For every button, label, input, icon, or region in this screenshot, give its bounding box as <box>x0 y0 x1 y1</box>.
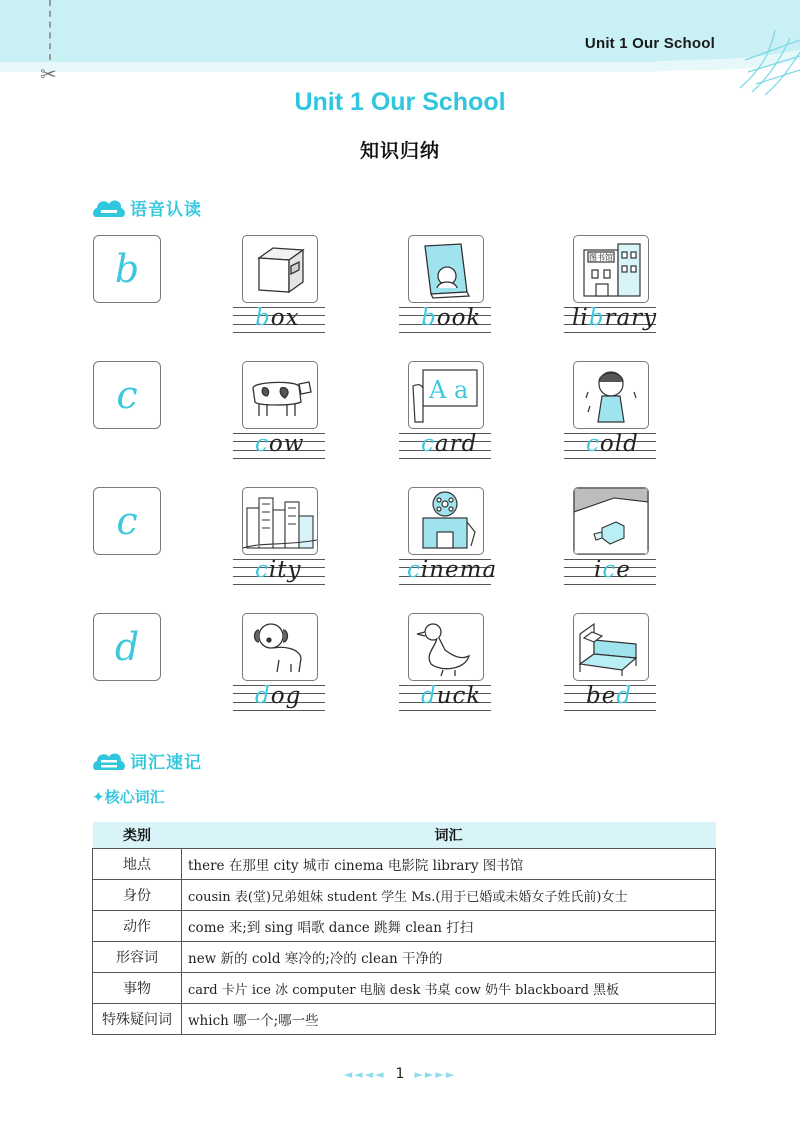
phonics-letter-box: c <box>93 487 161 555</box>
table-row <box>93 911 716 942</box>
writing-lines <box>564 681 656 711</box>
writing-lines <box>564 555 656 585</box>
card-icon <box>409 362 483 428</box>
row-words: come 来;到 sing 唱歌 dance 跳舞 clean 打扫 <box>182 911 716 942</box>
library-icon <box>574 236 648 302</box>
core-vocab-heading: ✦核心词汇 <box>92 788 165 806</box>
section-heading-vocab <box>92 747 202 773</box>
left-arrows-icon: ◄◄◄◄ <box>343 1068 386 1081</box>
phonics-word-cinema: cinema <box>407 557 498 583</box>
table-row <box>93 849 716 880</box>
row-category: 身份 <box>93 880 182 911</box>
phonics-word-card: card <box>421 431 478 457</box>
box-picture <box>242 235 318 303</box>
cloud-one-icon <box>92 195 126 219</box>
cow-picture <box>242 361 318 429</box>
writing-lines <box>399 681 491 711</box>
row-words: new 新的 cold 寒冷的;冷的 clean 干净的 <box>182 942 716 973</box>
section-label-phonics: 语音认读 <box>130 199 202 220</box>
city-picture <box>242 487 318 555</box>
phonics-word-duck: duck <box>421 683 482 709</box>
writing-lines <box>233 681 325 711</box>
phonics-word-bed: bed <box>586 683 633 709</box>
table-row <box>93 973 716 1004</box>
duck-picture <box>408 613 484 681</box>
cloud-two-icon <box>92 748 126 772</box>
row-category: 动作 <box>93 911 182 942</box>
writing-lines <box>399 555 498 585</box>
phonics-letter-box: d <box>93 613 161 681</box>
svg-text:A a: A a <box>429 376 469 404</box>
phonics-word-dog: dog <box>255 683 302 709</box>
dog-icon <box>243 614 317 680</box>
writing-lines <box>233 429 325 459</box>
phonics-word-book: book <box>421 305 482 331</box>
phonics-word-cow: cow <box>255 431 305 457</box>
phonics-word-box: box <box>255 305 300 331</box>
cow-icon <box>243 362 317 428</box>
page-number: 1 <box>395 1066 405 1082</box>
row-words: which 哪一个;哪一些 <box>182 1004 716 1035</box>
phonics-word-library: library <box>572 305 658 331</box>
col-header-words: 词汇 <box>182 822 716 849</box>
ice-icon <box>574 488 648 554</box>
cold-girl-icon <box>574 362 648 428</box>
card-picture <box>408 361 484 429</box>
phonics-letter-box: c <box>93 361 161 429</box>
bed-picture <box>573 613 649 681</box>
box-icon <box>243 236 317 302</box>
right-arrows-icon: ►►►► <box>414 1068 457 1081</box>
vocab-table <box>92 822 716 1035</box>
writing-lines <box>564 303 656 333</box>
phonics-word-cold: cold <box>586 431 639 457</box>
bed-icon <box>574 614 648 680</box>
dog-picture <box>242 613 318 681</box>
svg-text:图书馆: 图书馆 <box>589 253 613 262</box>
row-category: 特殊疑问词 <box>93 1004 182 1035</box>
row-category: 地点 <box>93 849 182 880</box>
ice-picture <box>573 487 649 555</box>
cold-picture <box>573 361 649 429</box>
table-row <box>93 942 716 973</box>
cinema-picture <box>408 487 484 555</box>
phonics-letter-box: b <box>93 235 161 303</box>
library-picture <box>573 235 649 303</box>
table-row <box>93 880 716 911</box>
duck-icon <box>409 614 483 680</box>
city-icon <box>243 488 317 554</box>
row-category: 形容词 <box>93 942 182 973</box>
table-header-row <box>93 822 716 849</box>
page-footer <box>0 1066 800 1082</box>
table-row <box>93 1004 716 1035</box>
col-header-category: 类别 <box>93 822 182 849</box>
book-picture <box>408 235 484 303</box>
writing-lines <box>233 303 325 333</box>
book-icon <box>409 236 483 302</box>
header-unit-title: Unit 1 Our School <box>584 35 715 52</box>
row-words: cousin 表(堂)兄弟姐妹 student 学生 Ms.(用于已婚或未婚女子姓氏前)女士 <box>182 880 716 911</box>
phonics-word-city: city <box>255 557 302 583</box>
writing-lines <box>399 303 491 333</box>
row-words: card 卡片 ice 冰 computer 电脑 desk 书桌 cow 奶牛 blackboard 黑板 <box>182 973 716 1004</box>
page-subtitle: 知识归纳 <box>359 140 440 162</box>
writing-lines <box>399 429 491 459</box>
section-label-vocab: 词汇速记 <box>130 752 202 773</box>
scissors-icon: ✂ <box>40 62 57 86</box>
section-heading-phonics <box>92 194 202 220</box>
row-category: 事物 <box>93 973 182 1004</box>
page-title: Unit 1 Our School <box>294 88 506 116</box>
cut-dashed-line <box>49 0 51 60</box>
cinema-icon <box>409 488 483 554</box>
writing-lines <box>564 429 656 459</box>
row-words: there 在那里 city 城市 cinema 电影院 library 图书馆 <box>182 849 716 880</box>
writing-lines <box>233 555 325 585</box>
phonics-word-ice: ice <box>594 557 631 583</box>
